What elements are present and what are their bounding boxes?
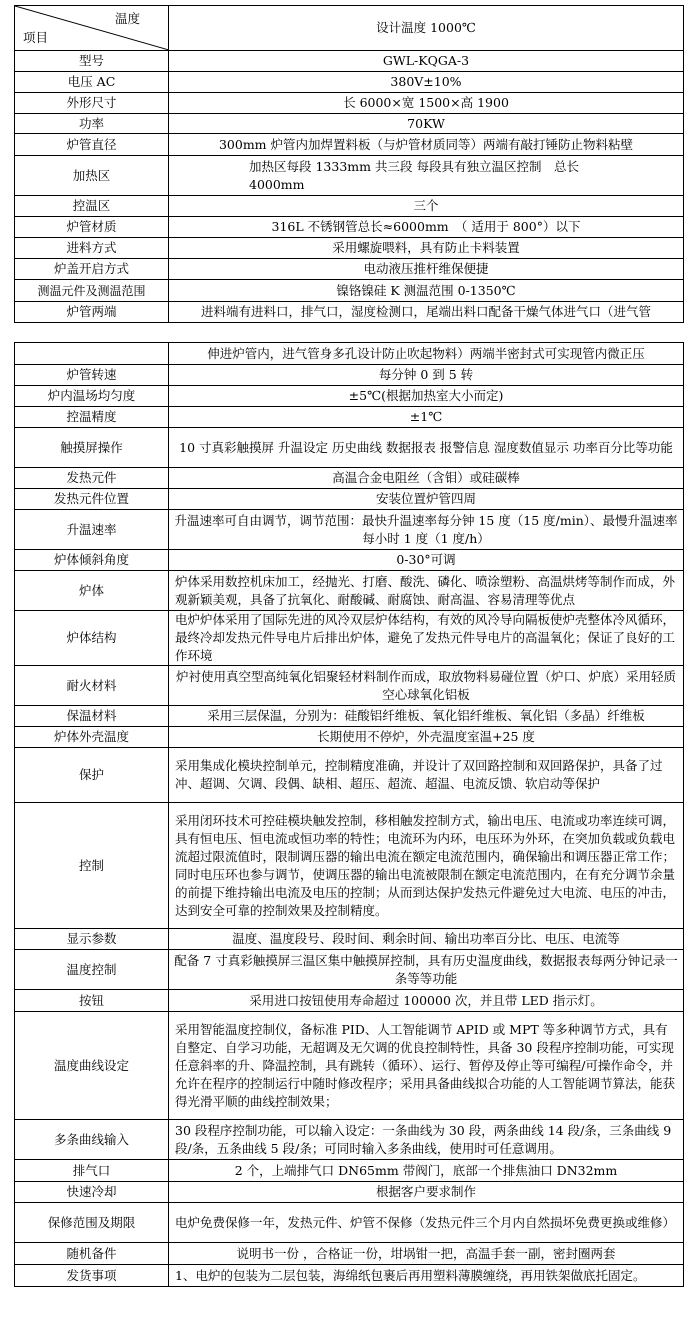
row-label: 按钮 [15,990,169,1012]
row-label: 保修范围及期限 [15,1203,169,1243]
row-label: 排气口 [15,1160,169,1182]
row-label: 外形尺寸 [15,93,169,114]
row-label: 多条曲线输入 [15,1120,169,1160]
row-label: 炉盖开启方式 [15,259,169,280]
spec-table-part-2 [14,342,684,1287]
row-value: 高温合金电阻丝（含钼）或硅碳棒 [169,468,684,489]
row-value: 采用闭环技术可控硅模块触发控制，移相触发控制方式，输出电压、电流或功率连续可调，具有恒电压、恒电流或恒功率的特性；电流环为内环，电压环为外环，在突加负载或负载电流超过限流值时，限制调压器的输出电流在额定电流范围内，确保输出和调压器正常工作；同时电压环也参与调节，使调压器的输出电流被限制在额定电流范围内，在有充分调节余量的前提下维持输出电流及电压的控制；从而到达保护发热元件避免过大电流、电压的冲击，达到安全可靠的控制效果及控制精度。 [169,803,684,929]
row-label: 触摸屏操作 [15,428,169,468]
row-value: 采用进口按钮使用寿命超过 100000 次，并且带 LED 指示灯。 [169,990,684,1012]
row-value: 采用智能温度控制仪，备标准 PID、人工智能调节 APID 或 MPT 等多种调节方式，具有自整定、自学习功能，无超调及无欠调的优良控制特性，具备 30 段程序控制功能，可实现任意斜率的升、降温控制，具有跳转（循环）、运行、暂停及停止等可编程/可操作命令，并允许在程序的控制运行中随时修改程序；采用具备曲线拟合功能的人工智能调节算法，能获得光滑平顺的曲线控制效果； [169,1012,684,1120]
row-value: ±1℃ [169,407,684,428]
header-corner-cell [15,6,169,51]
row-value: 380V±10% [169,72,684,93]
row-value: 2 个，上端排气口 DN65mm 带阀门，底部一个排焦油口 DN32mm [169,1160,684,1182]
row-label: 炉管转速 [15,365,169,386]
row-label: 炉体结构 [15,611,169,666]
row-label: 发热元件位置 [15,489,169,510]
header-corner-bottom: 项目 [23,30,49,45]
row-value: 根据客户要求制作 [169,1182,684,1203]
row-value: 电炉免费保修一年，发热元件、炉管不保修（发热元件三个月内自然损坏免费更换或维修） [169,1203,684,1243]
row-value: 温度、温度段号、段时间、剩余时间、输出功率百分比、电压、电流等 [169,929,684,950]
spec-table-part-1 [14,5,684,323]
row-label: 测温元件及测温范围 [15,280,169,302]
row-label: 耐火材料 [15,666,169,706]
row-value: 进料端有进料口，排气口，湿度检测口，尾端出料口配备干燥气体进气口（进气管 [169,302,684,323]
row-label: 炉体 [15,571,169,611]
row-label: 控制 [15,803,169,929]
row-label: 快速冷却 [15,1182,169,1203]
row-label: 控温区 [15,196,169,217]
row-value: 10 寸真彩触摸屏 升温设定 历史曲线 数据报表 报警信息 湿度数值显示 功率百分比等功能 [169,428,684,468]
row-value: 加热区每段 1333mm 共三段 每段具有独立温区控制 总长 4000mm [169,156,684,196]
row-value: 说明书一份 ，合格证一份，坩埚钳一把，高温手套一副，密封圈两套 [169,1243,684,1265]
row-label: 温度曲线设定 [15,1012,169,1120]
row-value: 30 段程序控制功能，可以输入设定：一条曲线为 30 段，两条曲线 14 段/条，三条曲线 9 段/条，五条曲线 5 段/条；可同时输入多条曲线，使用时可任意调用。 [169,1120,684,1160]
row-label: 发货事项 [15,1265,169,1287]
row-label: 型号 [15,51,169,72]
row-label: 炉体倾斜角度 [15,550,169,571]
row-value: 采用三层保温，分别为：硅酸铝纤维板、氧化铝纤维板、氧化铝（多晶）纤维板 [169,706,684,727]
row-value: 长 6000×宽 1500×高 1900 [169,93,684,114]
row-value: 升温速率可自由调节，调节范围：最快升温速率每分钟 15 度（15 度/min）、最慢升温速率每小时 1 度（1 度/h） [169,510,684,550]
row-label: 炉体外壳温度 [15,727,169,748]
row-value: GWL-KQGA-3 [169,51,684,72]
row-label: 控温精度 [15,407,169,428]
row-label: 进料方式 [15,238,169,259]
row-value: 三个 [169,196,684,217]
row-label: 随机备件 [15,1243,169,1265]
row-label: 保护 [15,748,169,803]
row-value: 安装位置炉管四周 [169,489,684,510]
row-label: 炉管直径 [15,134,169,156]
design-temperature: 设计温度 1000℃ [169,6,684,51]
row-label: 电压 AC [15,72,169,93]
row-label: 发热元件 [15,468,169,489]
row-label: 炉内温场均匀度 [15,386,169,407]
row-value: 电动液压推杆维保便捷 [169,259,684,280]
row-value: 采用集成化模块控制单元，控制精度准确，并设计了双回路控制和双回路保护，具备了过冲、超调、欠调、段偶、缺相、超压、超流、超温、电流反馈、软启动等保护 [169,748,684,803]
row-label: 显示参数 [15,929,169,950]
row-label: 炉管材质 [15,217,169,238]
row-value: 1、电炉的包装为二层包装，海绵纸包裹后再用塑料薄膜缠绕，再用铁架做底托固定。 [169,1265,684,1287]
row-value: 配备 7 寸真彩触摸屏三温区集中触摸屏控制，具有历史温度曲线，数据报表每两分钟记录一条等等功能 [169,950,684,990]
row-value: 长期使用不停炉，外壳温度室温+25 度 [169,727,684,748]
row-label: 加热区 [15,156,169,196]
row-value: 炉衬使用真空型高纯氧化铝聚轻材料制作而成，取放物料易碰位置（炉口、炉底）采用轻质空心球氧化铝板 [169,666,684,706]
row-value: 镍铬镍硅 K 测温范围 0-1350℃ [169,280,684,302]
row-label: 功率 [15,114,169,134]
row-label: 炉管两端 [15,302,169,323]
row-value: 炉体采用数控机床加工，经抛光、打磨、酸洗、磷化、喷涂塑粉、高温烘烤等制作而成，外观新颖美观，具备了抗氧化、耐酸碱、耐腐蚀、耐高温、容易清理等优点 [169,571,684,611]
row-value: 0-30°可调 [169,550,684,571]
row-value: 70KW [169,114,684,134]
row-value: 300mm 炉管内加焊置料板（与炉管材质同等）两端有敲打锤防止物料粘壁 [169,134,684,156]
row-label [15,343,169,365]
row-label: 升温速率 [15,510,169,550]
row-value: 电炉炉体采用了国际先进的风冷双层炉体结构，有效的风冷导向隔板使炉壳整体冷风循环，最终冷却发热元件导电片后排出炉体，避免了发热元件导电片的高温氧化；保证了良好的工作环境 [169,611,684,666]
header-corner-top: 温度 [114,11,140,26]
row-value: 316L 不锈钢管总长≈6000mm （ 适用于 800°）以下 [169,217,684,238]
row-label: 温度控制 [15,950,169,990]
row-value: ±5℃(根据加热室大小而定) [169,386,684,407]
row-value: 采用螺旋喂料，具有防止卡料装置 [169,238,684,259]
row-value: 每分钟 0 到 5 转 [169,365,684,386]
row-value: 伸进炉管内，进气管身多孔设计防止吹起物料）两端半密封式可实现管内微正压 [169,343,684,365]
row-label: 保温材料 [15,706,169,727]
